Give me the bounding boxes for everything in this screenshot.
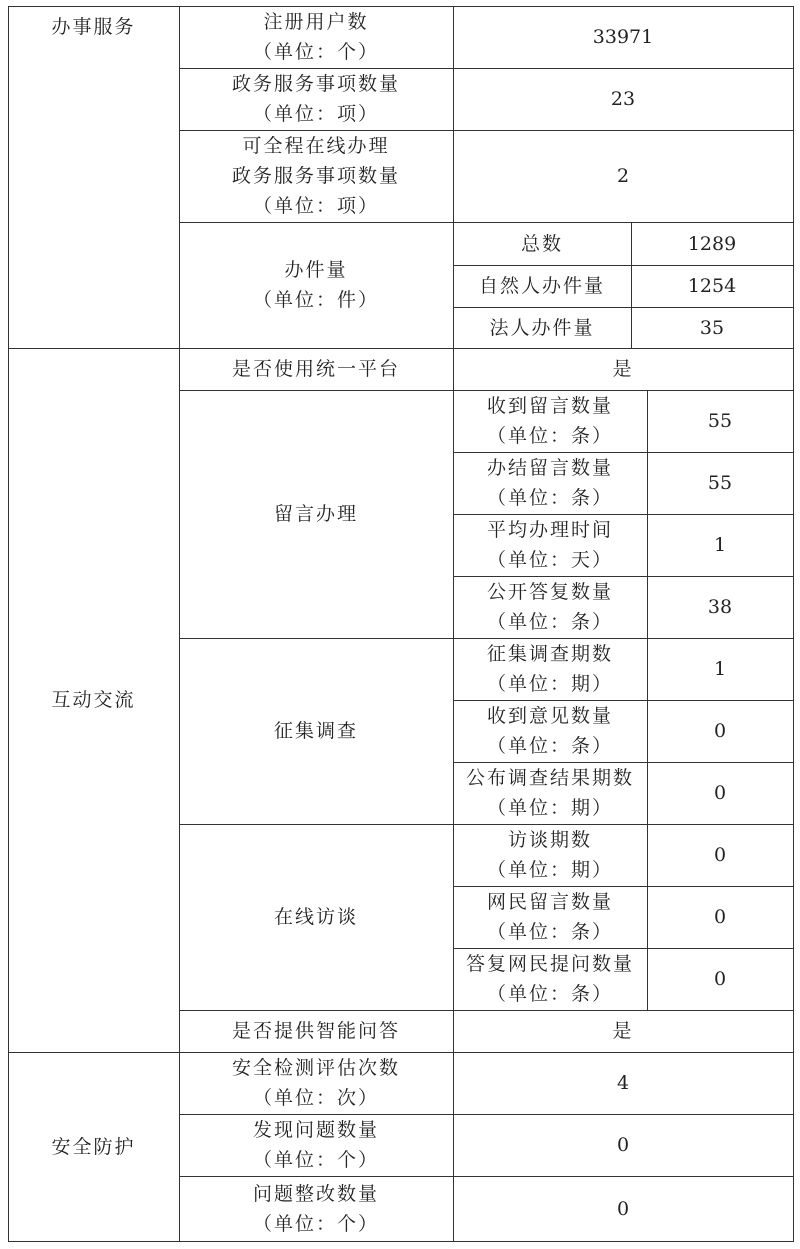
value-smart-qa [453,1010,793,1052]
unit-text: （单位：件） [252,289,379,311]
value-text: 1289 [687,232,737,255]
value-text: 55 [707,472,733,494]
value-registered-users [453,6,793,68]
value-text: 35 [699,316,725,339]
unit-text: （单位：期） [486,859,613,881]
value-online-items [453,130,793,222]
value-results [647,762,793,824]
unit-text: （单位：项） [252,195,379,217]
label-text: 政务服务事项数量 [231,73,400,95]
section-label: 互动交流 [51,689,136,711]
label-text: 征集调查期数 [486,643,613,665]
sub-label-public [453,576,647,638]
value-total [631,222,793,265]
unit-text: （单位：条） [486,983,613,1005]
unit-text: （单位：期） [486,673,613,695]
value-interview-periods [647,824,793,886]
value-issues [453,1114,793,1176]
value-opinions [647,700,793,762]
value-closed [647,452,793,514]
label-text: 注册用户数 [263,11,369,33]
value-fixes [453,1176,793,1241]
unit-text: （单位：条） [486,487,613,509]
row-label-unified-platform [179,348,453,390]
sub-label-legal [453,307,631,348]
row-label-survey [179,638,453,824]
row-label-online-items [179,130,453,222]
sub-label-received [453,390,647,452]
unit-text: （单位：个） [252,41,379,63]
sub-label-survey-periods [453,638,647,700]
row-label-fixes [179,1176,453,1241]
value-text: 4 [616,1072,630,1094]
label-text: 问题整改数量 [252,1182,379,1205]
value-text: 0 [713,844,727,866]
unit-text: （单位：条） [486,735,613,757]
unit-text: （单位：条） [486,611,613,633]
value-natural [631,265,793,307]
unit-text: （单位：条） [486,921,613,943]
label-text: 在线访谈 [273,906,358,928]
value-text: 0 [616,1197,630,1220]
value-text: 23 [610,88,636,110]
sub-label-avg-time [453,514,647,576]
row-label-cases [179,222,453,348]
unit-text: （单位：次） [252,1087,379,1109]
label-text: 收到留言数量 [486,395,613,417]
label-text: 发现问题数量 [252,1119,379,1141]
label-text: 是否提供智能问答 [231,1020,400,1042]
unit-text: （单位：期） [486,797,613,819]
value-avg-time [647,514,793,576]
sub-label-netizen [453,886,647,948]
grid-line [8,1241,794,1242]
label-text: 公布调查结果期数 [465,767,634,789]
row-label-messages [179,390,453,638]
label-text: 办件量 [284,259,348,281]
value-text: 38 [707,596,733,618]
row-label-registered-users [179,6,453,68]
unit-text: （单位：项） [252,103,379,125]
section-label: 办事服务 [51,16,136,38]
sub-label-total [453,222,631,265]
label-text: 是否使用统一平台 [231,358,400,380]
sub-label-answers [453,948,647,1010]
sub-label-natural [453,265,631,307]
value-received [647,390,793,452]
value-public [647,576,793,638]
grid-line [793,6,794,1242]
value-unified-platform [453,348,793,390]
row-label-interview [179,824,453,1010]
value-text: 是 [612,1020,634,1042]
value-netizen [647,886,793,948]
value-service-items [453,68,793,130]
section-label: 安全防护 [51,1135,136,1158]
sub-label-closed [453,452,647,514]
value-answers [647,948,793,1010]
label-text: 访谈期数 [507,829,592,851]
label-text: 法人办件量 [489,316,595,339]
row-label-issues [179,1114,453,1176]
value-text: 是 [612,358,634,380]
value-text: 2 [616,165,630,187]
label-text: 安全检测评估次数 [231,1057,400,1079]
label-text: 公开答复数量 [486,581,613,603]
sub-label-results [453,762,647,824]
label-text: 平均办理时间 [486,519,613,541]
row-label-smart-qa [179,1010,453,1052]
label-text: 答复网民提问数量 [465,953,634,975]
unit-text: （单位：个） [252,1212,379,1235]
section-security [8,1052,179,1241]
value-text: 33971 [592,26,654,48]
value-text: 1 [713,534,727,556]
value-text: 0 [616,1134,630,1156]
unit-text: （单位：个） [252,1149,379,1171]
value-text: 0 [713,906,727,928]
label-text: 网民留言数量 [486,891,613,913]
section-service [8,6,179,348]
sub-label-opinions [453,700,647,762]
value-checks [453,1052,793,1114]
label-text: 留言办理 [273,503,358,525]
unit-text: （单位：条） [486,425,613,447]
label-text: 自然人办件量 [478,275,605,297]
value-survey-periods [647,638,793,700]
label-text: 办结留言数量 [486,457,613,479]
label-text: 可全程在线办理 [242,135,390,157]
label-text: 总数 [520,232,563,255]
value-text: 1 [713,658,727,680]
value-text: 1254 [687,275,737,297]
value-text: 0 [713,720,727,742]
row-label-checks [179,1052,453,1114]
value-legal [631,307,793,348]
value-text: 0 [713,968,727,990]
value-text: 55 [707,410,733,432]
unit-text: （单位：天） [486,549,613,571]
label-text: 收到意见数量 [486,705,613,727]
label-text: 征集调查 [273,720,358,742]
sub-label-interview-periods [453,824,647,886]
value-text: 0 [713,782,727,804]
section-interaction [8,348,179,1052]
label-text: 政务服务事项数量 [231,165,400,187]
row-label-service-items [179,68,453,130]
